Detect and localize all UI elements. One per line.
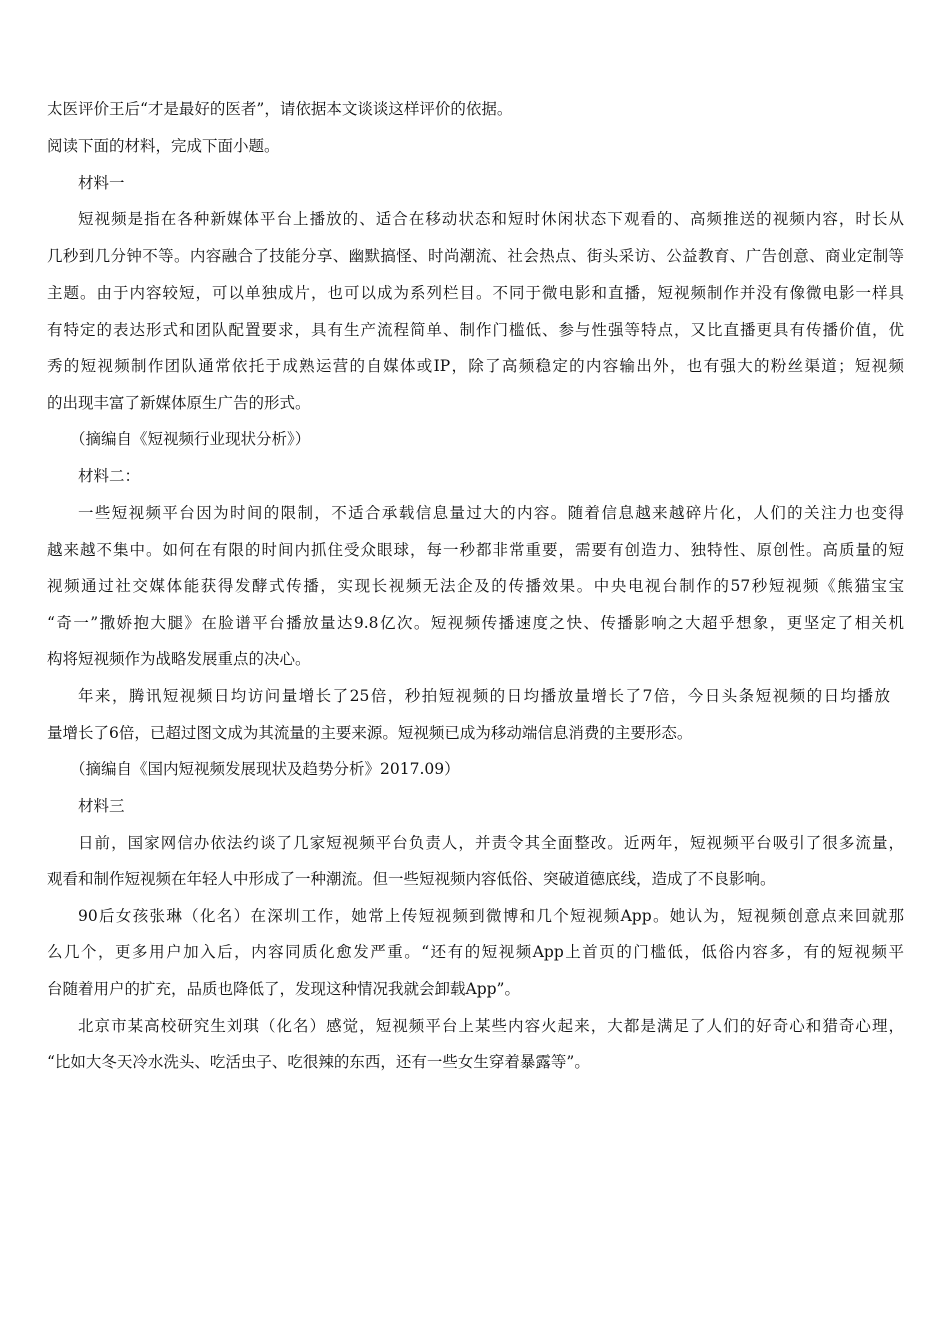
material-two-text-line: “奇一”撒娇抱大腿》在脸谱平台播放量达9.8亿次。短视频传播速度之快、传播影响之大超乎想象，更坚定了相关机 <box>47 614 904 632</box>
material-two-text-line: 构将短视频作为战略发展重点的决心。 <box>47 650 311 668</box>
material-three-text-line: 日前，国家网信办依法约谈了几家短视频平台负责人，并责令其全面整改。近两年，短视频平台吸引了很多流量， <box>78 834 904 852</box>
question-line: 太医评价王后“才是最好的医者”，请依据本文谈谈这样评价的依据。 <box>47 100 513 118</box>
material-one-text-line: 秀的短视频制作团队通常依托于成熟运营的自媒体或IP，除了高频稳定的内容输出外，也有强大的粉丝渠道；短视频 <box>47 357 904 375</box>
material-one-heading: 材料一 <box>78 174 125 192</box>
material-two-heading: 材料二： <box>78 467 141 485</box>
material-two-text-line: 视频通过社交媒体能获得发酵式传播，实现长视频无法企及的传播效果。中央电视台制作的57秒短视频《熊猫宝宝 <box>47 577 904 595</box>
material-three-text-line: 么几个，更多用户加入后，内容同质化愈发严重。“还有的短视频App上首页的门槛低，低俗内容多，有的短视频平 <box>47 943 904 961</box>
material-one-text-line: 有特定的表达形式和团队配置要求，具有生产流程简单、制作门槛低、参与性强等特点，又比直播更具有传播价值，优 <box>47 321 904 339</box>
material-two-text-line: 年来，腾讯短视频日均访问量增长了25倍，秒拍短视频的日均播放量增长了7倍，今日头条短视频的日均播放 <box>78 687 890 705</box>
material-three-text-line: “比如大冬天冷水洗头、吃活虫子、吃很辣的东西，还有一些女生穿着暴露等”。 <box>47 1053 590 1071</box>
material-one-text-line: 主题。由于内容较短，可以单独成片，也可以成为系列栏目。不同于微电影和直播，短视频制作并没有像微电影一样具 <box>47 284 904 302</box>
source-citation: （摘编自《国内短视频发展现状及趋势分析》2017.09） <box>70 760 460 778</box>
instruction-line: 阅读下面的材料，完成下面小题。 <box>47 137 280 155</box>
material-three-heading: 材料三 <box>78 797 125 815</box>
material-three-text-line: 观看和制作短视频在年轻人中形成了一种潮流。但一些短视频内容低俗、突破道德底线，造成了不良影响。 <box>47 870 776 888</box>
material-two-text-line: 一些短视频平台因为时间的限制，不适合承载信息量过大的内容。随着信息越来越碎片化，人们的关注力也变得 <box>78 504 904 522</box>
material-two-text-line: 越来越不集中。如何在有限的时间内抓住受众眼球，每一秒都非常重要，需要有创造力、独特性、原创性。高质量的短 <box>47 541 904 559</box>
material-three-text-line: 北京市某高校研究生刘琪（化名）感觉，短视频平台上某些内容火起来，大都是满足了人们的好奇心和猎奇心理， <box>78 1017 904 1035</box>
material-one-text-line: 短视频是指在各种新媒体平台上播放的、适合在移动状态和短时休闲状态下观看的、高频推送的视频内容，时长从 <box>78 210 904 228</box>
material-two-text-line: 量增长了6倍，已超过图文成为其流量的主要来源。短视频已成为移动端信息消费的主要形态。 <box>47 724 693 742</box>
material-one-text-line: 的出现丰富了新媒体原生广告的形式。 <box>47 394 311 412</box>
material-three-text-line: 90后女孩张琳（化名）在深圳工作，她常上传短视频到微博和几个短视频App。她认为，短视频创意点来回就那 <box>78 907 904 925</box>
material-one-text-line: 几秒到几分钟不等。内容融合了技能分享、幽默搞怪、时尚潮流、社会热点、街头采访、公益教育、广告创意、商业定制等 <box>47 247 904 265</box>
material-three-text-line: 台随着用户的扩充，品质也降低了，发现这种情况我就会卸载App”。 <box>47 980 520 998</box>
source-citation: （摘编自《短视频行业现状分析》） <box>70 430 311 448</box>
